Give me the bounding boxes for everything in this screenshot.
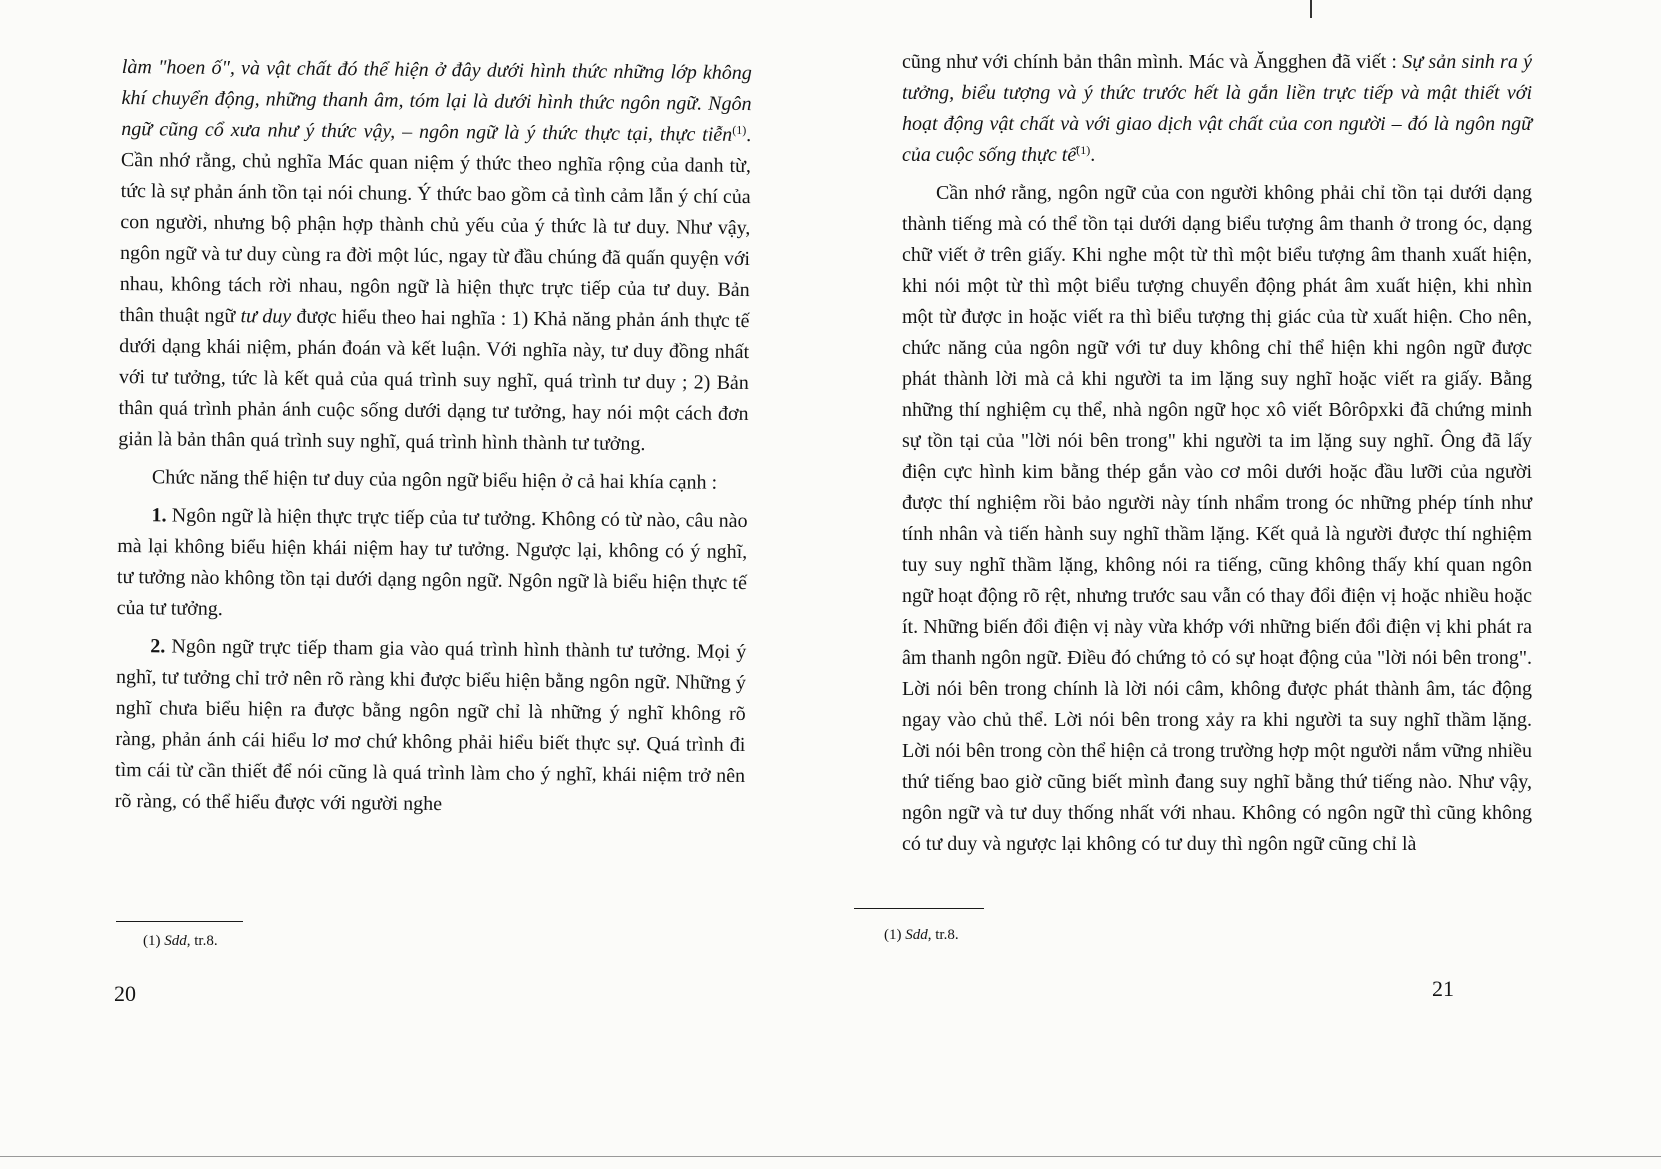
left-footnote	[143, 932, 218, 950]
page-number-right: 21	[1432, 976, 1454, 1001]
footnote-ref: (1)	[1076, 143, 1091, 157]
footnote-page-ref: , tr.8.	[927, 927, 959, 943]
text-run: . Cần nhớ rằng, chủ nghĩa Mác quan niệm ý thức theo nghĩa rộng của danh từ, tức là sự phản ánh tồn tại nói chung. Ý thức bao gồm cả tình cảm lẫn ý chí của con người, nhưng bộ phận hợp thành chủ yếu của ý thức là tư duy. Như vậy, ngôn ngữ và tư duy cùng ra đời một lúc, ngay từ đầu chúng đã quấn quyện với nhau, không tách rời nhau, ngôn ngữ là hiện thực trực tiếp của tư duy. Bản thân thuật ngữ	[119, 123, 752, 328]
footnote-number: (1)	[143, 933, 161, 949]
text-run: cũng như với chính bản thân mình. Mác và Ăngghen đã viết :	[902, 51, 1403, 73]
text-run: .	[1090, 144, 1096, 166]
footnote-ref: (1)	[732, 122, 747, 137]
paragraph	[902, 47, 1532, 171]
text-run: 1.	[151, 504, 167, 527]
text-run: 2.	[150, 635, 166, 658]
right-body-text	[902, 47, 1532, 860]
text-run: Cần nhớ rằng, ngôn ngữ của con người không phải chỉ tồn tại dưới dạng thành tiếng mà có thể tồn tại dưới dạng biểu tượng âm thanh ở trong óc, dạng chữ viết ở trên giấy. Khi nghe một từ thì một biểu tượng âm thanh xuất hiện, khi nói một từ thì một biểu tượng chuyển động phát âm xuất hiện, khi nhìn một từ được in hoặc viết ra thì biểu tượng thị giác của từ xuất hiện. Cho nên, chức năng của ngôn ngữ với tư duy không chỉ thể hiện khi ngôn ngữ được phát thành lời mà cả khi người ta im lặng suy nghĩ hoặc viết ra giấy. Bằng những thí nghiệm cụ thể, nhà ngôn ngữ học xô viết Bôrôpxki đã chứng minh sự tồn tại của "lời nói bên trong" khi người ta im lặng suy nghĩ. Ông đã lấy điện cực hình kim bằng thép gắn vào cơ môi dưới hoặc đầu lưỡi của người được thí nghiệm rồi bảo người này tính nhẩm trong óc những phép tính như tính nhân và tiến hành suy nghĩ thầm lặng. Kết quả là người được thí nghiệm tuy suy nghĩ thầm lặng, không nói ra tiếng, cũng không thấy khí quan ngôn ngữ hoạt động rõ rệt, nhưng trước sau vẫn có thay đổi điện vị hoặc nhiều hoặc ít. Những biến đổi điện vị này vừa khớp với những biến đổi điện vị khi phát ra âm thanh ngôn ngữ. Điều đó chứng tỏ có sự hoạt động của "lời nói bên trong". Lời nói bên trong chính là lời nói câm, không được phát thành âm, tác động ngay vào chủ thể. Lời nói bên trong xảy ra khi người ta suy nghĩ thầm lặng. Lời nói bên trong còn thể hiện cả trong trường hợp một người nắm vững nhiều thứ tiếng bao giờ cũng biết mình đang suy nghĩ bằng thứ tiếng nào. Như vậy, ngôn ngữ và tư duy thống nhất với nhau. Không có ngôn ngữ thì cũng không có tư duy và ngược lại không có tư duy thì ngôn ngữ cũng chỉ là	[902, 182, 1532, 855]
scan-edge-line	[0, 1156, 1661, 1157]
footnote-source: Sdd	[164, 933, 187, 949]
footnote-number: (1)	[884, 927, 902, 943]
text-run: Chức năng thể hiện tư duy của ngôn ngữ biểu hiện ở cả hai khía cạnh :	[151, 466, 718, 494]
left-body-text	[115, 52, 752, 823]
page-number-left: 20	[114, 981, 136, 1006]
text-run: tư duy	[240, 305, 292, 328]
scan-tick-mark	[1310, 0, 1312, 18]
paragraph	[118, 462, 748, 499]
left-footnote-rule	[116, 921, 243, 922]
right-footnote-rule	[854, 908, 984, 909]
paragraph	[902, 178, 1532, 860]
footnote-page-ref: , tr.8.	[186, 933, 218, 949]
left-page	[0, 0, 830, 1169]
text-run: Ngôn ngữ là hiện thực trực tiếp của tư tưởng. Không có từ nào, câu nào mà lại không biểu hiện khái niệm hay tư tưởng. Ngược lại, không có ý nghĩ, tư tưởng nào không tồn tại dưới dạng ngôn ngữ. Ngôn ngữ là biểu hiện thực tế của tư tưởng.	[116, 504, 748, 620]
footnote-source: Sdd	[905, 927, 928, 943]
paragraph	[115, 631, 747, 823]
paragraph	[117, 500, 748, 630]
text-run: làm "hoen ố", và vật chất đó thể hiện ở đây dưới hình thức những lớp không khí chuyển động, những thanh âm, tóm lại là dưới hình thức ngôn ngữ. Ngôn ngữ cũng cổ xưa như ý thức vậy, – ngôn ngữ là ý thức thực tại, thực tiễn	[121, 55, 752, 146]
paragraph	[118, 52, 752, 461]
right-page	[830, 0, 1661, 1169]
text-run: được hiểu theo hai nghĩa : 1) Khả năng phản ánh thực tế dưới dạng khái niệm, phán đoán và kết luận. Với nghĩa này, tư duy đồng nhất với tư tưởng, tức là kết quả của quá trình suy nghĩ, quá trình tư duy ; 2) Bản thân quá trình phản ánh cuộc sống dưới dạng tư tưởng, hay nói một cách đơn giản là bản thân quá trình suy nghĩ, quá trình hình thành tư tưởng.	[118, 305, 750, 456]
text-run: Ngôn ngữ trực tiếp tham gia vào quá trình hình thành tư tưởng. Mọi ý nghĩ, tư tưởng chỉ trở nên rõ ràng khi được biểu hiện bằng ngôn ngữ. Những ý nghĩ chưa biểu hiện ra được bằng ngôn ngữ chỉ là những ý nghĩ không rõ ràng, phản ánh cái hiểu lơ mơ chứ không phải hiểu biết thực sự. Quá trình đi tìm cái từ cần thiết để nói cũng là quá trình làm cho ý nghĩ, khái niệm trở nên rõ ràng, có thể hiểu được với người nghe	[114, 635, 747, 816]
text-run: Sự sản sinh ra ý tưởng, biểu tượng và ý thức trước hết là gắn liền trực tiếp và mật thiết với hoạt động vật chất và với giao dịch vật chất của con người – đó là ngôn ngữ của cuộc sống thực tế	[902, 51, 1532, 166]
right-footnote	[884, 926, 959, 944]
